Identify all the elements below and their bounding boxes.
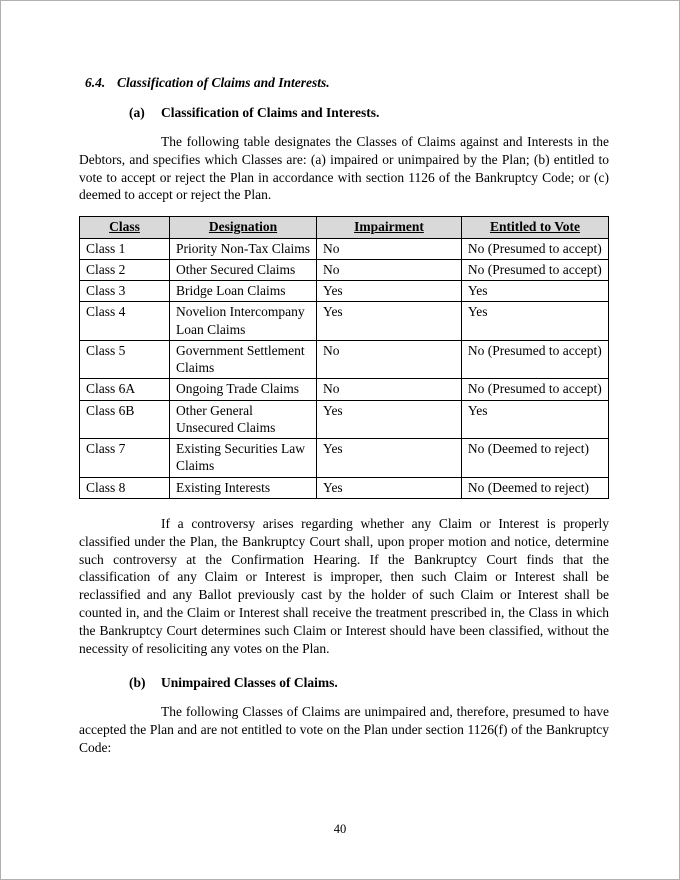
subsection-b-heading — [79, 675, 609, 691]
table-row — [80, 340, 609, 379]
subsection-b-label: (b) — [129, 675, 146, 691]
section-heading — [79, 75, 609, 91]
column-header-class: Class — [80, 217, 170, 238]
table-cell: No — [317, 379, 462, 400]
table-cell: Class 6A — [80, 379, 170, 400]
table-cell: Class 8 — [80, 477, 170, 498]
table-cell: Class 1 — [80, 238, 170, 259]
table-row — [80, 238, 609, 259]
column-header-impairment: Impairment — [317, 217, 462, 238]
column-header-designation: Designation — [169, 217, 316, 238]
table-cell: No (Deemed to reject) — [461, 477, 608, 498]
table-cell: Bridge Loan Claims — [169, 281, 316, 302]
table-cell: No (Presumed to accept) — [461, 379, 608, 400]
table-cell: No — [317, 238, 462, 259]
table-row — [80, 302, 609, 341]
table-row — [80, 379, 609, 400]
table-cell: No (Deemed to reject) — [461, 439, 608, 478]
table-cell: Class 3 — [80, 281, 170, 302]
table-cell: Other General Unsecured Claims — [169, 400, 316, 439]
table-cell: No (Presumed to accept) — [461, 340, 608, 379]
table-cell: Yes — [461, 302, 608, 341]
table-cell: Yes — [317, 400, 462, 439]
table-cell: No — [317, 340, 462, 379]
paragraph-table-intro: The following table designates the Classes of Claims against and Interests in the Debtors, and specifies which Classes are: (a) impaired or unimpaired by the Plan; (b) entitled to vote to accept or reject the Plan in accordance with section 1126 of the Bankruptcy Code; or (c) deemed to accept or reject the Plan. — [79, 134, 609, 203]
table-cell: No (Presumed to accept) — [461, 259, 608, 280]
page-number: 40 — [333, 822, 347, 836]
table-cell: No (Presumed to accept) — [461, 238, 608, 259]
section-title: Classification of Claims and Interests. — [117, 75, 330, 90]
paragraph-unimpaired-classes: The following Classes of Claims are unimpaired and, therefore, presumed to have accepted the Plan and are not entitled to vote on the Plan under section 1126(f) of the Bankruptcy Code: — [79, 704, 609, 756]
table-cell: Class 2 — [80, 259, 170, 280]
table-cell: Yes — [461, 281, 608, 302]
table-row — [80, 259, 609, 280]
subsection-a-label: (a) — [129, 105, 145, 120]
section-number: 6.4. — [85, 75, 106, 90]
table-cell: Yes — [317, 439, 462, 478]
subsection-a-title: Classification of Claims and Interests. — [161, 105, 380, 120]
table-cell: Class 5 — [80, 340, 170, 379]
table-cell: Class 4 — [80, 302, 170, 341]
table-cell: Yes — [317, 302, 462, 341]
table-row — [80, 281, 609, 302]
table-cell: Ongoing Trade Claims — [169, 379, 316, 400]
table-cell: Yes — [317, 477, 462, 498]
subsection-a-heading — [79, 105, 609, 121]
table-cell: Existing Interests — [169, 477, 316, 498]
paragraph-controversy: If a controversy arises regarding whether any Claim or Interest is properly classified under the Plan, the Bankruptcy Court shall, upon proper motion and notice, determine such controversy at the Confirmation Hearing. If the Bankruptcy Court finds that the classification of any Claim or Interest is improper, then such Claim or Interest shall be reclassified and any Ballot previously cast by the holder of such Claim or Interest shall be counted in, and the Claim or Interest shall receive the treatment prescribed in, the Class in which the Bankruptcy Court determines such Claim or Interest should have been classified, without the necessity of resoliciting any votes on the Plan. — [79, 515, 609, 656]
table-body — [80, 238, 609, 498]
table-row — [80, 400, 609, 439]
table-header-row — [80, 217, 609, 238]
table-cell: Yes — [317, 281, 462, 302]
column-header-entitled-to-vote: Entitled to Vote — [461, 217, 608, 238]
table-cell: Existing Securities Law Claims — [169, 439, 316, 478]
page-content — [79, 75, 609, 769]
table-cell: Priority Non-Tax Claims — [169, 238, 316, 259]
table-cell: Other Secured Claims — [169, 259, 316, 280]
table-cell: Government Settlement Claims — [169, 340, 316, 379]
table-cell: Yes — [461, 400, 608, 439]
table-row — [80, 477, 609, 498]
table-cell: Class 7 — [80, 439, 170, 478]
claims-classification-table — [79, 216, 609, 499]
subsection-b-title: Unimpaired Classes of Claims. — [161, 675, 338, 691]
table-cell: No — [317, 259, 462, 280]
table-cell: Class 6B — [80, 400, 170, 439]
table-row — [80, 439, 609, 478]
table-cell: Novelion Intercompany Loan Claims — [169, 302, 316, 341]
